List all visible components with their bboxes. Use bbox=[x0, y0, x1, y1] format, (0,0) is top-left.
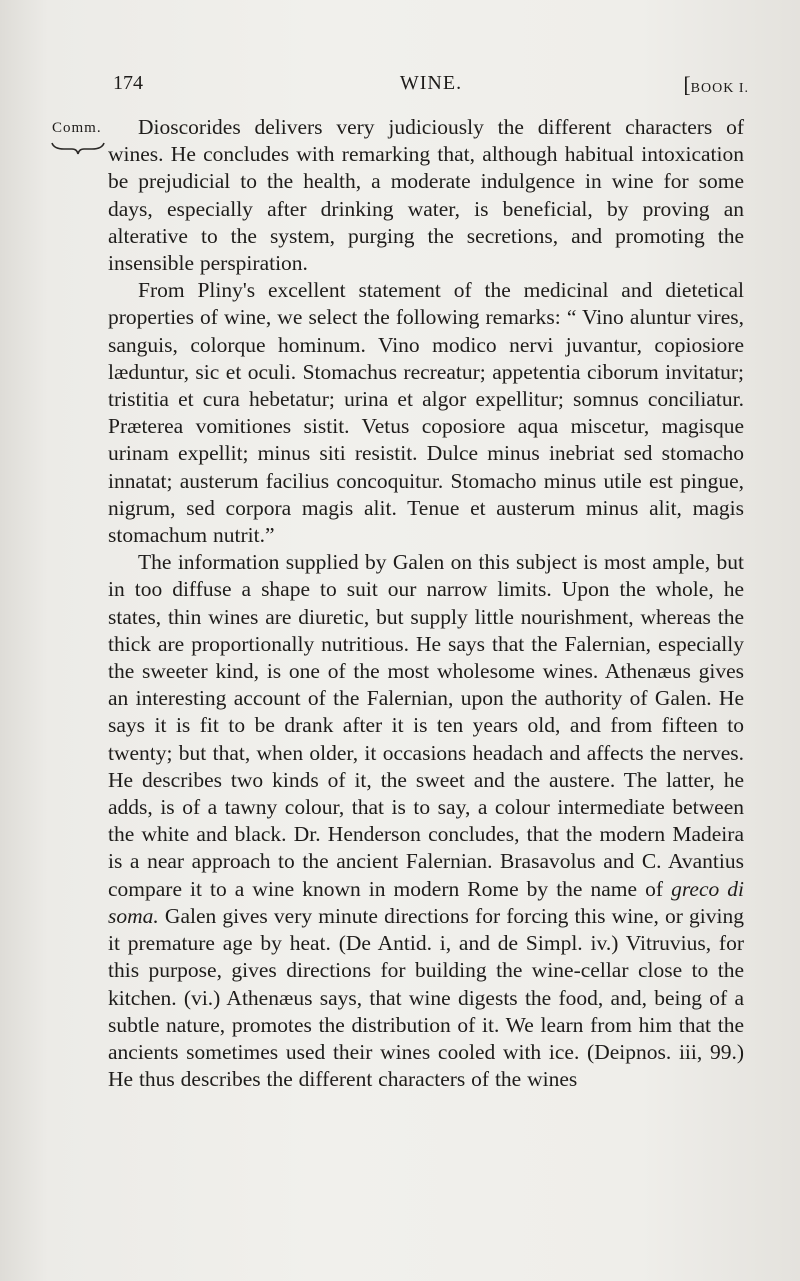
paragraph-galen-tail: Galen gives very minute directions for forcing this wine, or giving it premature age by heat. (De Antid. i, and de Simpl. iv.) Vitruvius, for this purpose, gives directions for building the wine-cellar close to the kitchen. (vi.) Athenæus says, that wine digests the food, and, being of a subtle nature, promotes the distribution of it. We learn from him that the ancients sometimes used their wines cooled with ice. (Deipnos. iii, 99.) He thus describes the different characters of the wines bbox=[108, 903, 744, 1092]
body-text bbox=[108, 114, 744, 1093]
book-bracket: [ bbox=[683, 72, 691, 97]
italic-wine-name: greco di soma. bbox=[108, 876, 744, 928]
running-title: WINE. bbox=[399, 72, 463, 94]
paragraph-pliny: From Pliny's excellent statement of the medicinal and dietetical properties of wine, we select the following remarks: “ Vino aluntur vires, sanguis, colorque hominum. Vino modico nervi juvantur, copiosiore læduntur, sic et oculi. Stomachus recreatur; appetentia ciborum invitatur; tristitia et cura hebetatur; urina et algor expellitur; somnus conciliatur. Præterea vomitiones sistit. Vetus coposiore aqua miscetur, magisque urinam expellit; minus siti resistit. Dulce minus inebriat sed stomacho innatat; austerum facilius concoquitur. Stomacho minus utile est pingue, nigrum, sed corpora magis alit. Tenue et austerum minus alit, magis stomachum nutrit.” bbox=[108, 278, 744, 548]
paragraph-dioscorides: Dioscorides delivers very judiciously the different characters of wines. He concludes with remarking that, although habitual intoxication be prejudicial to the health, a moderate indulgence in wine for some days, especially after drinking water, is beneficial, by proving an alterative to the system, purging the secretions, and promoting the insensible perspiration. bbox=[108, 115, 744, 276]
margin-sidenote: Comm. bbox=[52, 120, 102, 136]
book-label bbox=[683, 72, 749, 98]
brace-icon bbox=[50, 140, 106, 156]
paragraph-galen bbox=[108, 549, 744, 1093]
book-label-text: BOOK I. bbox=[690, 81, 749, 96]
page-number: 174 bbox=[113, 72, 143, 94]
paragraph-galen-text: The information supplied by Galen on this subject is most ample, but in too diffuse a shape to suit our narrow limits. Upon the whole, he states, thin wines are diuretic, but supply little nourishment, whereas the thick are proportionally nutritious. He says that the Falernian, especially the sweeter kind, is one of the most wholesome wines. Athenæus gives an interesting account of the Falernian, upon the authority of Galen. He says it is fit to be drank after it is ten years old, and from fifteen to twenty; but that, when older, it occasions headach and affects the nerves. He describes two kinds of it, the sweet and the austere. The latter, he adds, is of a tawny colour, that is to say, a colour intermediate between the white and black. Dr. Henderson concludes, that the modern Madeira is a near approach to the ancient Falernian. Brasavolus and C. Avantius compare it to a wine known in modern Rome by the name of bbox=[108, 550, 744, 901]
running-header bbox=[113, 72, 749, 102]
